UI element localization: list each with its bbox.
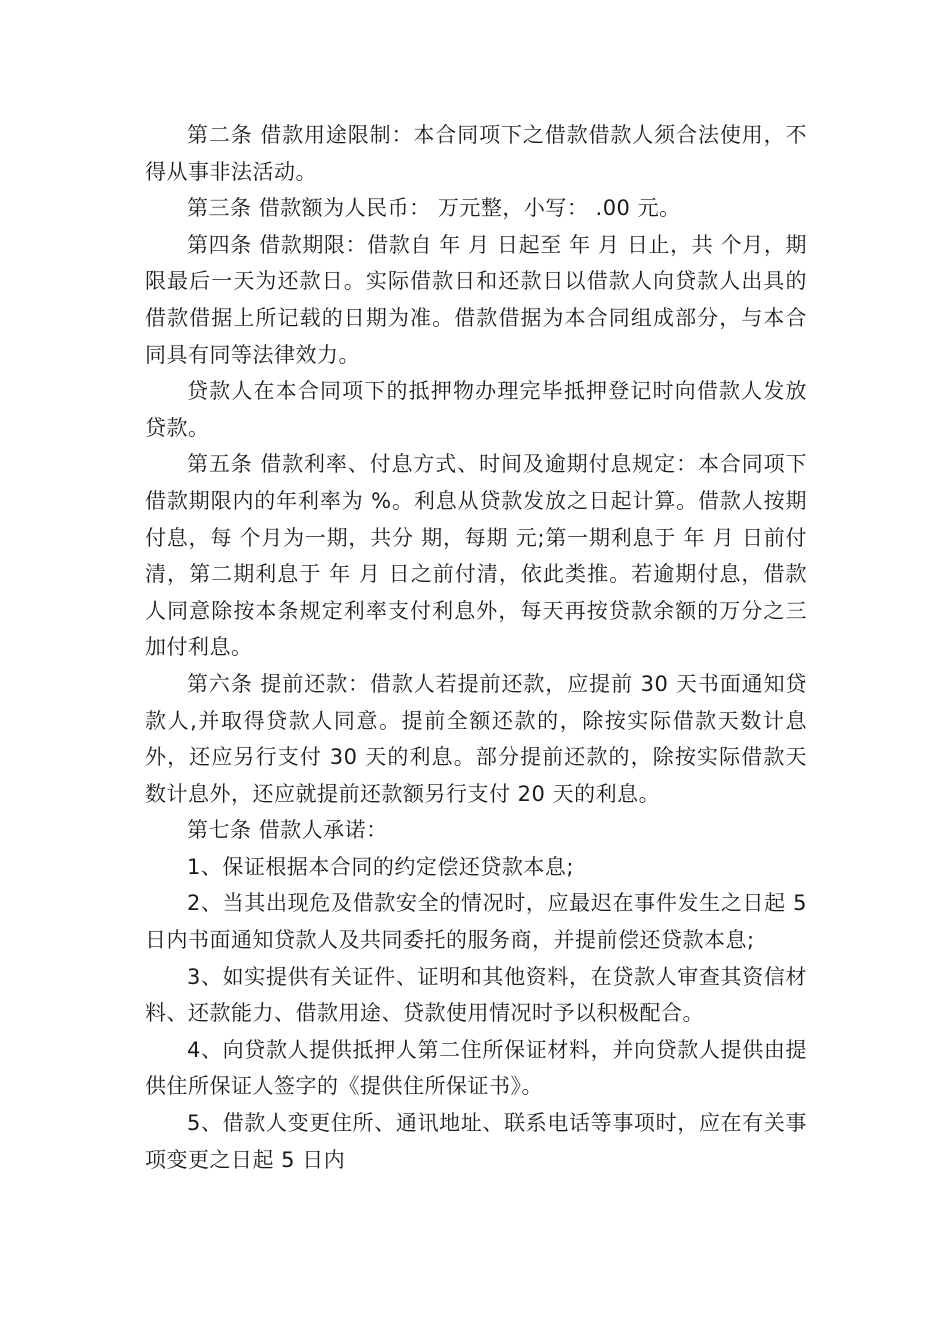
paragraph-article-7: 第七条 借款人承诺：	[187, 818, 388, 843]
paragraph-article-5: 第五条 借款利率、付息方式、时间及逾期付息规定：本合同项下借款期限内的年利率为 %。利息从贷款发放之日起计算。借款人按期付息，每 个月为一期，共分 期，每期 元;第一期利息于 年 月 日前付清，第二期利息于 年 月 日之前付清，依此类推。若逾期付息，借款人同意除按本条规定利率支付利息外，每天再按贷款余额的万分之三加付利息。	[145, 452, 807, 660]
paragraph-article-2: 第二条 借款用途限制：本合同项下之借款借款人须合法使用，不得从事非法活动。	[145, 123, 807, 184]
paragraph-article-3: 第三条 借款额为人民币： 万元整，小写： .00 元。	[187, 196, 681, 221]
paragraph-commitment-2: 2、当其出现危及借款安全的情况时，应最迟在事件发生之日起 5 日内书面通知贷款人及共同委托的服务商，并提前偿还贷款本息;	[145, 891, 807, 953]
paragraph-commitment-4: 4、向贷款人提供抵押人第二住所保证材料，并向贷款人提供由提供住所保证人签字的《提供住所保证书》。	[145, 1037, 807, 1099]
document-body	[145, 117, 807, 1178]
paragraph-loan-disbursement: 贷款人在本合同项下的抵押物办理完毕抵押登记时向借款人发放贷款。	[145, 379, 807, 440]
paragraph-commitment-3: 3、如实提供有关证件、证明和其他资料，在贷款人审查其资信材料、还款能力、借款用途、贷款使用情况时予以积极配合。	[145, 964, 807, 1026]
paragraph-commitment-1: 1、保证根据本合同的约定偿还贷款本息;	[187, 854, 574, 879]
paragraph-commitment-5: 5、借款人变更住所、通讯地址、联系电话等事项时，应在有关事项变更之日起 5 日内	[145, 1111, 807, 1172]
paragraph-article-4: 第四条 借款期限：借款自 年 月 日起至 年 月 日止，共 个月，期限最后一天为还款日。实际借款日和还款日以借款人向贷款人出具的借款借据上所记载的日期为准。借款借据为本合同组成部分，与本合同具有同等法律效力。	[145, 232, 807, 367]
paragraph-article-6: 第六条 提前还款：借款人若提前还款，应提前 30 天书面通知贷款人,并取得贷款人同意。提前全额还款的，除按实际借款天数计息外，还应另行支付 30 天的利息。部分提前还款的，除按实际借款天数计息外，还应就提前还款额另行支付 20 天的利息。	[145, 671, 807, 806]
